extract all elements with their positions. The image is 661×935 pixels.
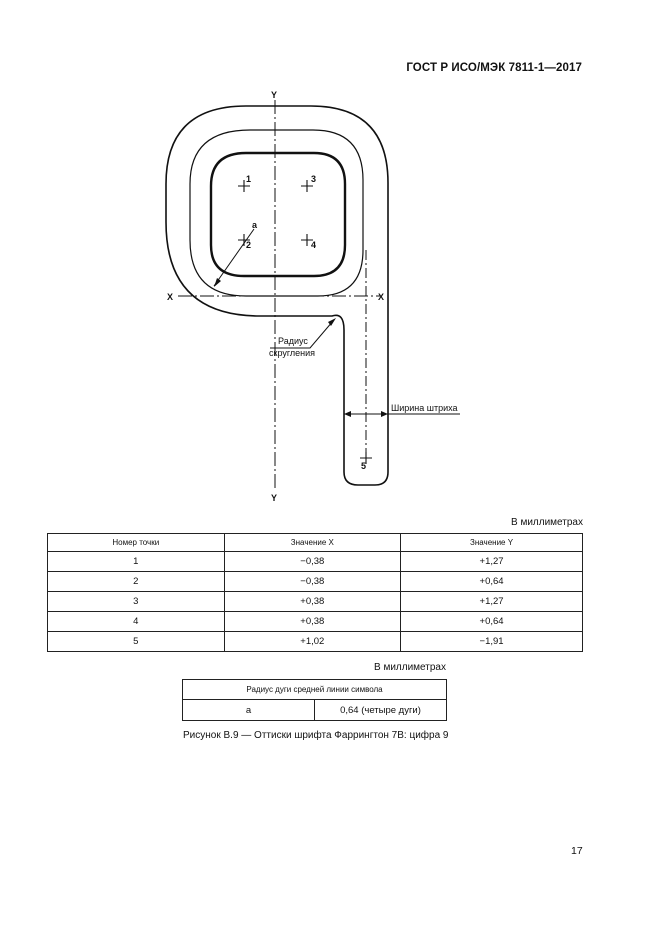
page-number: 17 [571,845,583,857]
cell-y: −1,91 [401,632,583,652]
point-label-5: 5 [361,461,367,471]
table-row [183,700,447,721]
arc-radius-header: Радиус дуги средней линии символа [183,680,447,700]
cell-y: +1,27 [401,552,583,572]
table-header-row [183,680,447,700]
cell-x: +0,38 [224,592,401,612]
arc-radius-table [182,679,447,721]
cell-y: +0,64 [401,612,583,632]
arrow-width-left [344,411,351,417]
table-header-row [48,534,583,552]
cell-x: −0,38 [224,572,401,592]
cell-y: +0,64 [401,572,583,592]
cell-x: −0,38 [224,552,401,572]
column-header-x: Значение X [224,534,401,552]
radius-label-line2: скругления [269,348,316,358]
axis-y-bottom-label: Y [271,493,278,503]
table1-units: В миллиметрах [511,517,583,528]
points-table [47,533,583,652]
arrow-width-right [381,411,388,417]
cell-x: +1,02 [224,632,401,652]
cell-point: 5 [48,632,225,652]
cell-y: +1,27 [401,592,583,612]
radius-label-line1: Радиус [278,336,308,346]
table-row [48,612,583,632]
glyph-inner-contour [211,153,345,276]
axis-y-top-label: Y [271,90,278,100]
cell-point: 4 [48,612,225,632]
stroke-width-label: Ширина штриха [391,403,458,413]
figure-caption: Рисунок В.9 — Оттиски шрифта Фаррингтон 7B: цифра 9 [183,730,449,741]
arrow-a [214,278,221,287]
axis-x-left-label: X [167,292,174,302]
point-label-2: 2 [246,240,252,250]
point-label-1: 1 [246,174,252,184]
table2-units: В миллиметрах [374,662,446,673]
table-row [48,592,583,612]
column-header-y: Значение Y [401,534,583,552]
axis-x-right-label: X [378,292,385,302]
cell-point: 2 [48,572,225,592]
point-label-4: 4 [311,240,317,250]
arc-label-a: a [252,220,258,230]
table-row [48,632,583,652]
cell-x: +0,38 [224,612,401,632]
table-row [48,552,583,572]
column-header-point: Номер точки [48,534,225,552]
cell-point: 3 [48,592,225,612]
glyph-middle-contour [190,130,363,296]
point-label-3: 3 [311,174,317,184]
document-header: ГОСТ Р ИСО/МЭК 7811-1—2017 [406,62,582,74]
arc-radius-leader [214,229,254,286]
table-row [48,572,583,592]
cell-arc-value: 0,64 (четыре дуги) [315,700,447,721]
cell-arc-symbol: a [183,700,315,721]
cell-point: 1 [48,552,225,572]
